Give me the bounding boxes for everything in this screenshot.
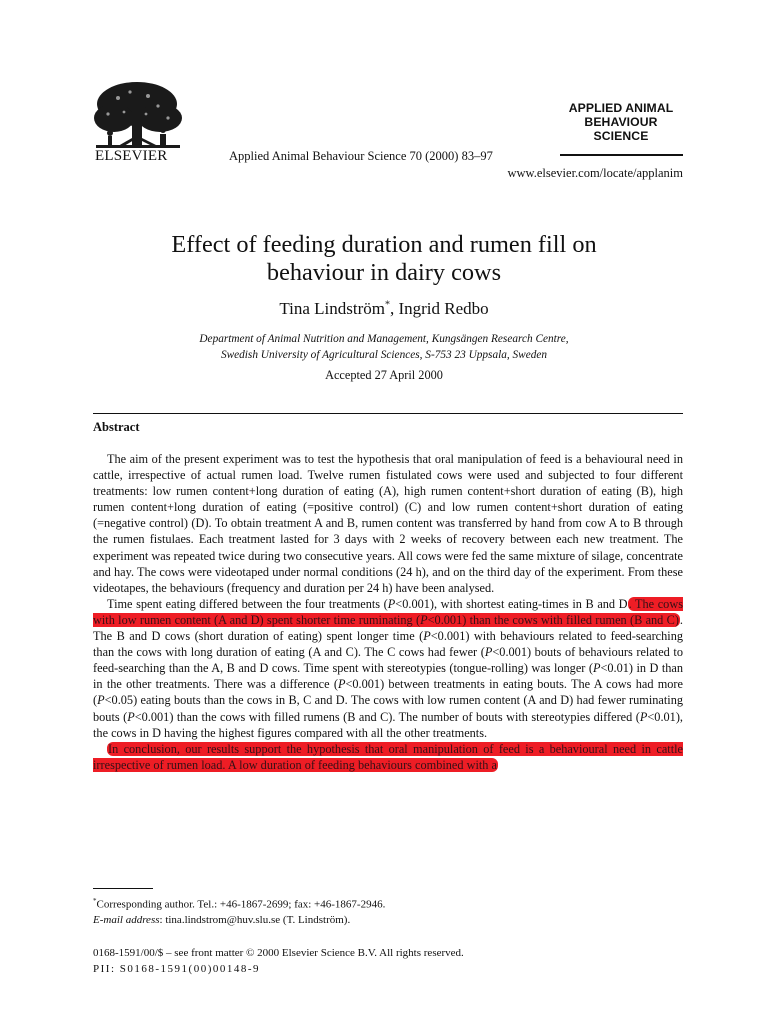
footnote-mark: * <box>93 897 97 905</box>
publisher-name: ELSEVIER <box>95 148 168 164</box>
abstract-text: <0.05) eating bouts than the cows in B, C and D. The cows with low rumen content (A and D) had fewer ruminating bouts ( <box>93 693 683 724</box>
title-line: behaviour in dairy cows <box>266 259 502 286</box>
abstract-text: <0.001), with shortest eating-times in B and D <box>395 596 628 611</box>
corresponding-author-mark: * <box>384 299 390 311</box>
front-matter <box>93 945 683 977</box>
abstract-paragraph <box>93 596 683 741</box>
journal-citation: Applied Animal Behaviour Science 70 (2000) 83–97 <box>229 149 493 163</box>
abstract-heading: Abstract <box>93 420 140 434</box>
author-name: Tina Lindström <box>279 299 385 318</box>
issn-line: 0168-1591/00/$ – see front matter © 2000 Elsevier Science B.V. All rights reserved. <box>93 947 464 959</box>
corresponding-author-note <box>93 894 683 913</box>
journal-brand-line: APPLIED ANIMAL <box>568 101 674 115</box>
journal-brand-line: SCIENCE <box>593 129 649 143</box>
footnote-text: Corresponding author. Tel.: +46-1867-2699; fax: +46-1867-2946. <box>96 898 386 911</box>
abstract-text: <0.001) than the cows with filled rumens (B and C). The number of bouts with stereotypies differed ( <box>134 709 640 724</box>
author-name: Ingrid Redbo <box>398 299 489 318</box>
abstract-text: . The B and D cows (short duration of eating) spent longer time ( <box>93 612 683 644</box>
abstract-paragraph <box>93 741 683 773</box>
email-label: E-mail address <box>93 913 160 926</box>
affiliation-line: Department of Animal Nutrition and Management, Kungsängen Research Centre, <box>199 333 569 345</box>
footnotes <box>93 894 683 928</box>
p-value-symbol: P <box>387 596 396 611</box>
p-value-symbol: P <box>592 661 601 676</box>
p-value-symbol: P <box>423 629 431 644</box>
highlighted-segment: <0.001) than the cows with filled rumen (B and C) <box>427 612 679 627</box>
email-value: : tina.lindstrom@huv.slu.se (T. Lindström). <box>159 913 351 926</box>
abstract-text: <0.01) in D than in the other treatments. There was a difference ( <box>93 661 683 692</box>
article-title <box>104 231 664 287</box>
journal-brand <box>559 101 683 143</box>
p-value-symbol: P <box>420 612 428 627</box>
affiliation-line: Swedish University of Agricultural Sciences, S-753 23 Uppsala, Sweden <box>220 349 548 361</box>
author-affiliation <box>104 331 664 363</box>
author-separator: , <box>389 299 399 318</box>
abstract-text: <0.001) with behaviours related to feed-searching than the cows with long duration of eating (A and C). The C cows had fewer ( <box>93 629 683 660</box>
p-value-symbol: P <box>97 693 105 708</box>
accepted-date: Accepted 27 April 2000 <box>325 368 443 382</box>
p-value-symbol: P <box>484 645 493 660</box>
brand-divider <box>560 154 683 156</box>
abstract-text: <0.001) between treatments in eating bouts. The A cows had more ( <box>93 677 683 708</box>
abstract-text: <0.001) bouts of behaviours related to feed-searching than the A, B and D cows. Time spent with stereotypies (tongue-rolling) was longer ( <box>93 645 683 676</box>
title-line: Effect of feeding duration and rumen fill on <box>171 231 597 258</box>
abstract-text: <0.01), the cows in D having the highest figures compared with all the other treatments. <box>93 709 683 740</box>
abstract-body <box>93 451 683 773</box>
author-list <box>104 299 664 319</box>
journal-url-link[interactable]: www.elsevier.com/locate/applanim <box>507 166 683 180</box>
highlighted-text: In conclusion, our results support the hypothesis that oral manipulation of feed is a behavioural need in cattle irrespective of rumen load. A low duration of feeding behaviours combined with a <box>93 741 683 772</box>
highlighted-segment: . The cows with low rumen content (A and D) spent shorter time ruminating ( <box>93 596 683 627</box>
abstract-top-rule <box>93 413 683 414</box>
p-value-symbol: P <box>337 677 346 692</box>
p-value-symbol: P <box>639 709 648 724</box>
pii-line: PII: S0168-1591(00)00148-9 <box>93 963 261 975</box>
email-note <box>93 913 683 928</box>
footnote-rule <box>93 888 153 889</box>
abstract-paragraph: The aim of the present experiment was to test the hypothesis that oral manipulation of feed is a behavioural need in cattle, irrespective of actual rumen load. Twelve rumen fistulated cows were used and subjected to four different treatments: low rumen content+long duration of eating (A), high rumen content+short duration of eating (B), high rumen content+long duration of eating (=positive control) (C) and low rumen content+short duration of eating (=negative control) (D). To obtain treatment A and B, rumen content was transferred by hand from cow A to B through the rumen fistulaes. Each treatment lasted for 3 days with 2 weeks of recovery between each new treatment. The experiment was repeated twice during two consecutive years. All cows were fed the same mixture of silage, concentrate and hay. The cows were videotaped under normal conditions (24 h), and on the third day of the experiment. From these videotapes, the behaviours (frequency and duration per 24 h) have been analysed. <box>93 452 683 595</box>
journal-brand-line: BEHAVIOUR <box>584 115 658 129</box>
abstract-text: Time spent eating differed between the four treatments ( <box>107 596 388 611</box>
p-value-symbol: P <box>127 709 135 724</box>
